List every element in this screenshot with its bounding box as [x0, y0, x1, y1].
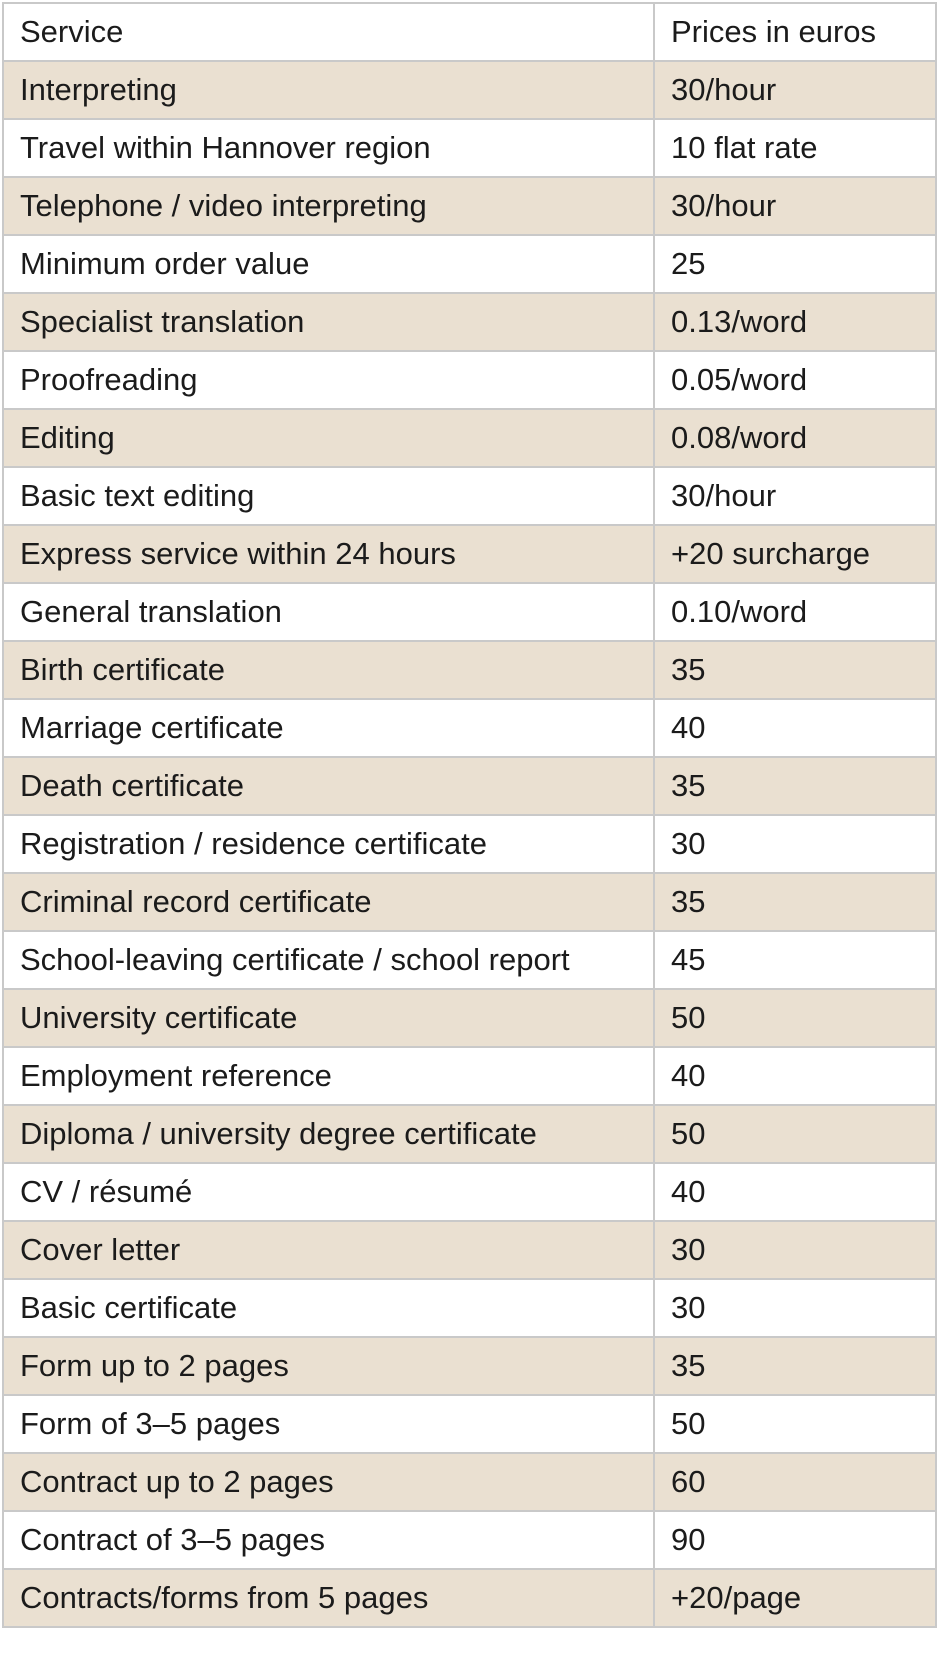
price-cell: 40 [654, 1163, 936, 1221]
table-row [3, 989, 936, 1047]
table-row [3, 1395, 936, 1453]
price-cell: 0.13/word [654, 293, 936, 351]
service-cell: Specialist translation [3, 293, 654, 351]
price-cell: 10 flat rate [654, 119, 936, 177]
price-cell: 50 [654, 989, 936, 1047]
price-cell: 35 [654, 641, 936, 699]
service-cell: Employment reference [3, 1047, 654, 1105]
service-cell: Contract up to 2 pages [3, 1453, 654, 1511]
table-row [3, 1047, 936, 1105]
service-cell: Minimum order value [3, 235, 654, 293]
price-cell: 60 [654, 1453, 936, 1511]
price-cell: 30/hour [654, 467, 936, 525]
service-cell: CV / résumé [3, 1163, 654, 1221]
table-body [3, 61, 936, 1627]
service-cell: Telephone / video interpreting [3, 177, 654, 235]
price-cell: 40 [654, 1047, 936, 1105]
service-cell: Basic certificate [3, 1279, 654, 1337]
table-row [3, 1279, 936, 1337]
service-cell: Criminal record certificate [3, 873, 654, 931]
table-row [3, 177, 936, 235]
service-cell: Contracts/forms from 5 pages [3, 1569, 654, 1627]
price-cell: 35 [654, 873, 936, 931]
price-cell: 35 [654, 757, 936, 815]
service-cell: Travel within Hannover region [3, 119, 654, 177]
table-row [3, 1337, 936, 1395]
table-row [3, 61, 936, 119]
price-cell: 30 [654, 1221, 936, 1279]
price-cell: 0.05/word [654, 351, 936, 409]
table-row [3, 1453, 936, 1511]
price-cell: +20/page [654, 1569, 936, 1627]
service-cell: Contract of 3–5 pages [3, 1511, 654, 1569]
service-cell: Express service within 24 hours [3, 525, 654, 583]
service-cell: Diploma / university degree certificate [3, 1105, 654, 1163]
price-cell: 30/hour [654, 177, 936, 235]
service-cell: Basic text editing [3, 467, 654, 525]
table-row [3, 119, 936, 177]
table-row [3, 467, 936, 525]
service-cell: Cover letter [3, 1221, 654, 1279]
service-cell: Registration / residence certificate [3, 815, 654, 873]
table-row [3, 873, 936, 931]
table-row [3, 699, 936, 757]
table-row [3, 583, 936, 641]
column-header-price: Prices in euros [654, 3, 936, 61]
service-cell: Editing [3, 409, 654, 467]
table-row [3, 409, 936, 467]
table-row [3, 1221, 936, 1279]
table-row [3, 1569, 936, 1627]
service-cell: General translation [3, 583, 654, 641]
price-cell: 30/hour [654, 61, 936, 119]
price-cell: 40 [654, 699, 936, 757]
table-row [3, 1105, 936, 1163]
table-row [3, 235, 936, 293]
table-row [3, 815, 936, 873]
price-cell: 50 [654, 1105, 936, 1163]
service-cell: Proofreading [3, 351, 654, 409]
price-table [2, 2, 937, 1628]
table-row [3, 525, 936, 583]
price-cell: 35 [654, 1337, 936, 1395]
price-cell: 30 [654, 815, 936, 873]
price-cell: 25 [654, 235, 936, 293]
service-cell: Form up to 2 pages [3, 1337, 654, 1395]
table-header-row [3, 3, 936, 61]
table-row [3, 1511, 936, 1569]
service-cell: Interpreting [3, 61, 654, 119]
price-cell: 50 [654, 1395, 936, 1453]
price-cell: 0.08/word [654, 409, 936, 467]
table-row [3, 293, 936, 351]
table-row [3, 931, 936, 989]
price-cell: +20 surcharge [654, 525, 936, 583]
table-row [3, 641, 936, 699]
service-cell: University certificate [3, 989, 654, 1047]
service-cell: School-leaving certificate / school report [3, 931, 654, 989]
price-cell: 0.10/word [654, 583, 936, 641]
table-row [3, 1163, 936, 1221]
price-cell: 30 [654, 1279, 936, 1337]
price-cell: 90 [654, 1511, 936, 1569]
table-row [3, 757, 936, 815]
service-cell: Marriage certificate [3, 699, 654, 757]
service-cell: Birth certificate [3, 641, 654, 699]
service-cell: Death certificate [3, 757, 654, 815]
price-cell: 45 [654, 931, 936, 989]
table-row [3, 351, 936, 409]
column-header-service: Service [3, 3, 654, 61]
service-cell: Form of 3–5 pages [3, 1395, 654, 1453]
